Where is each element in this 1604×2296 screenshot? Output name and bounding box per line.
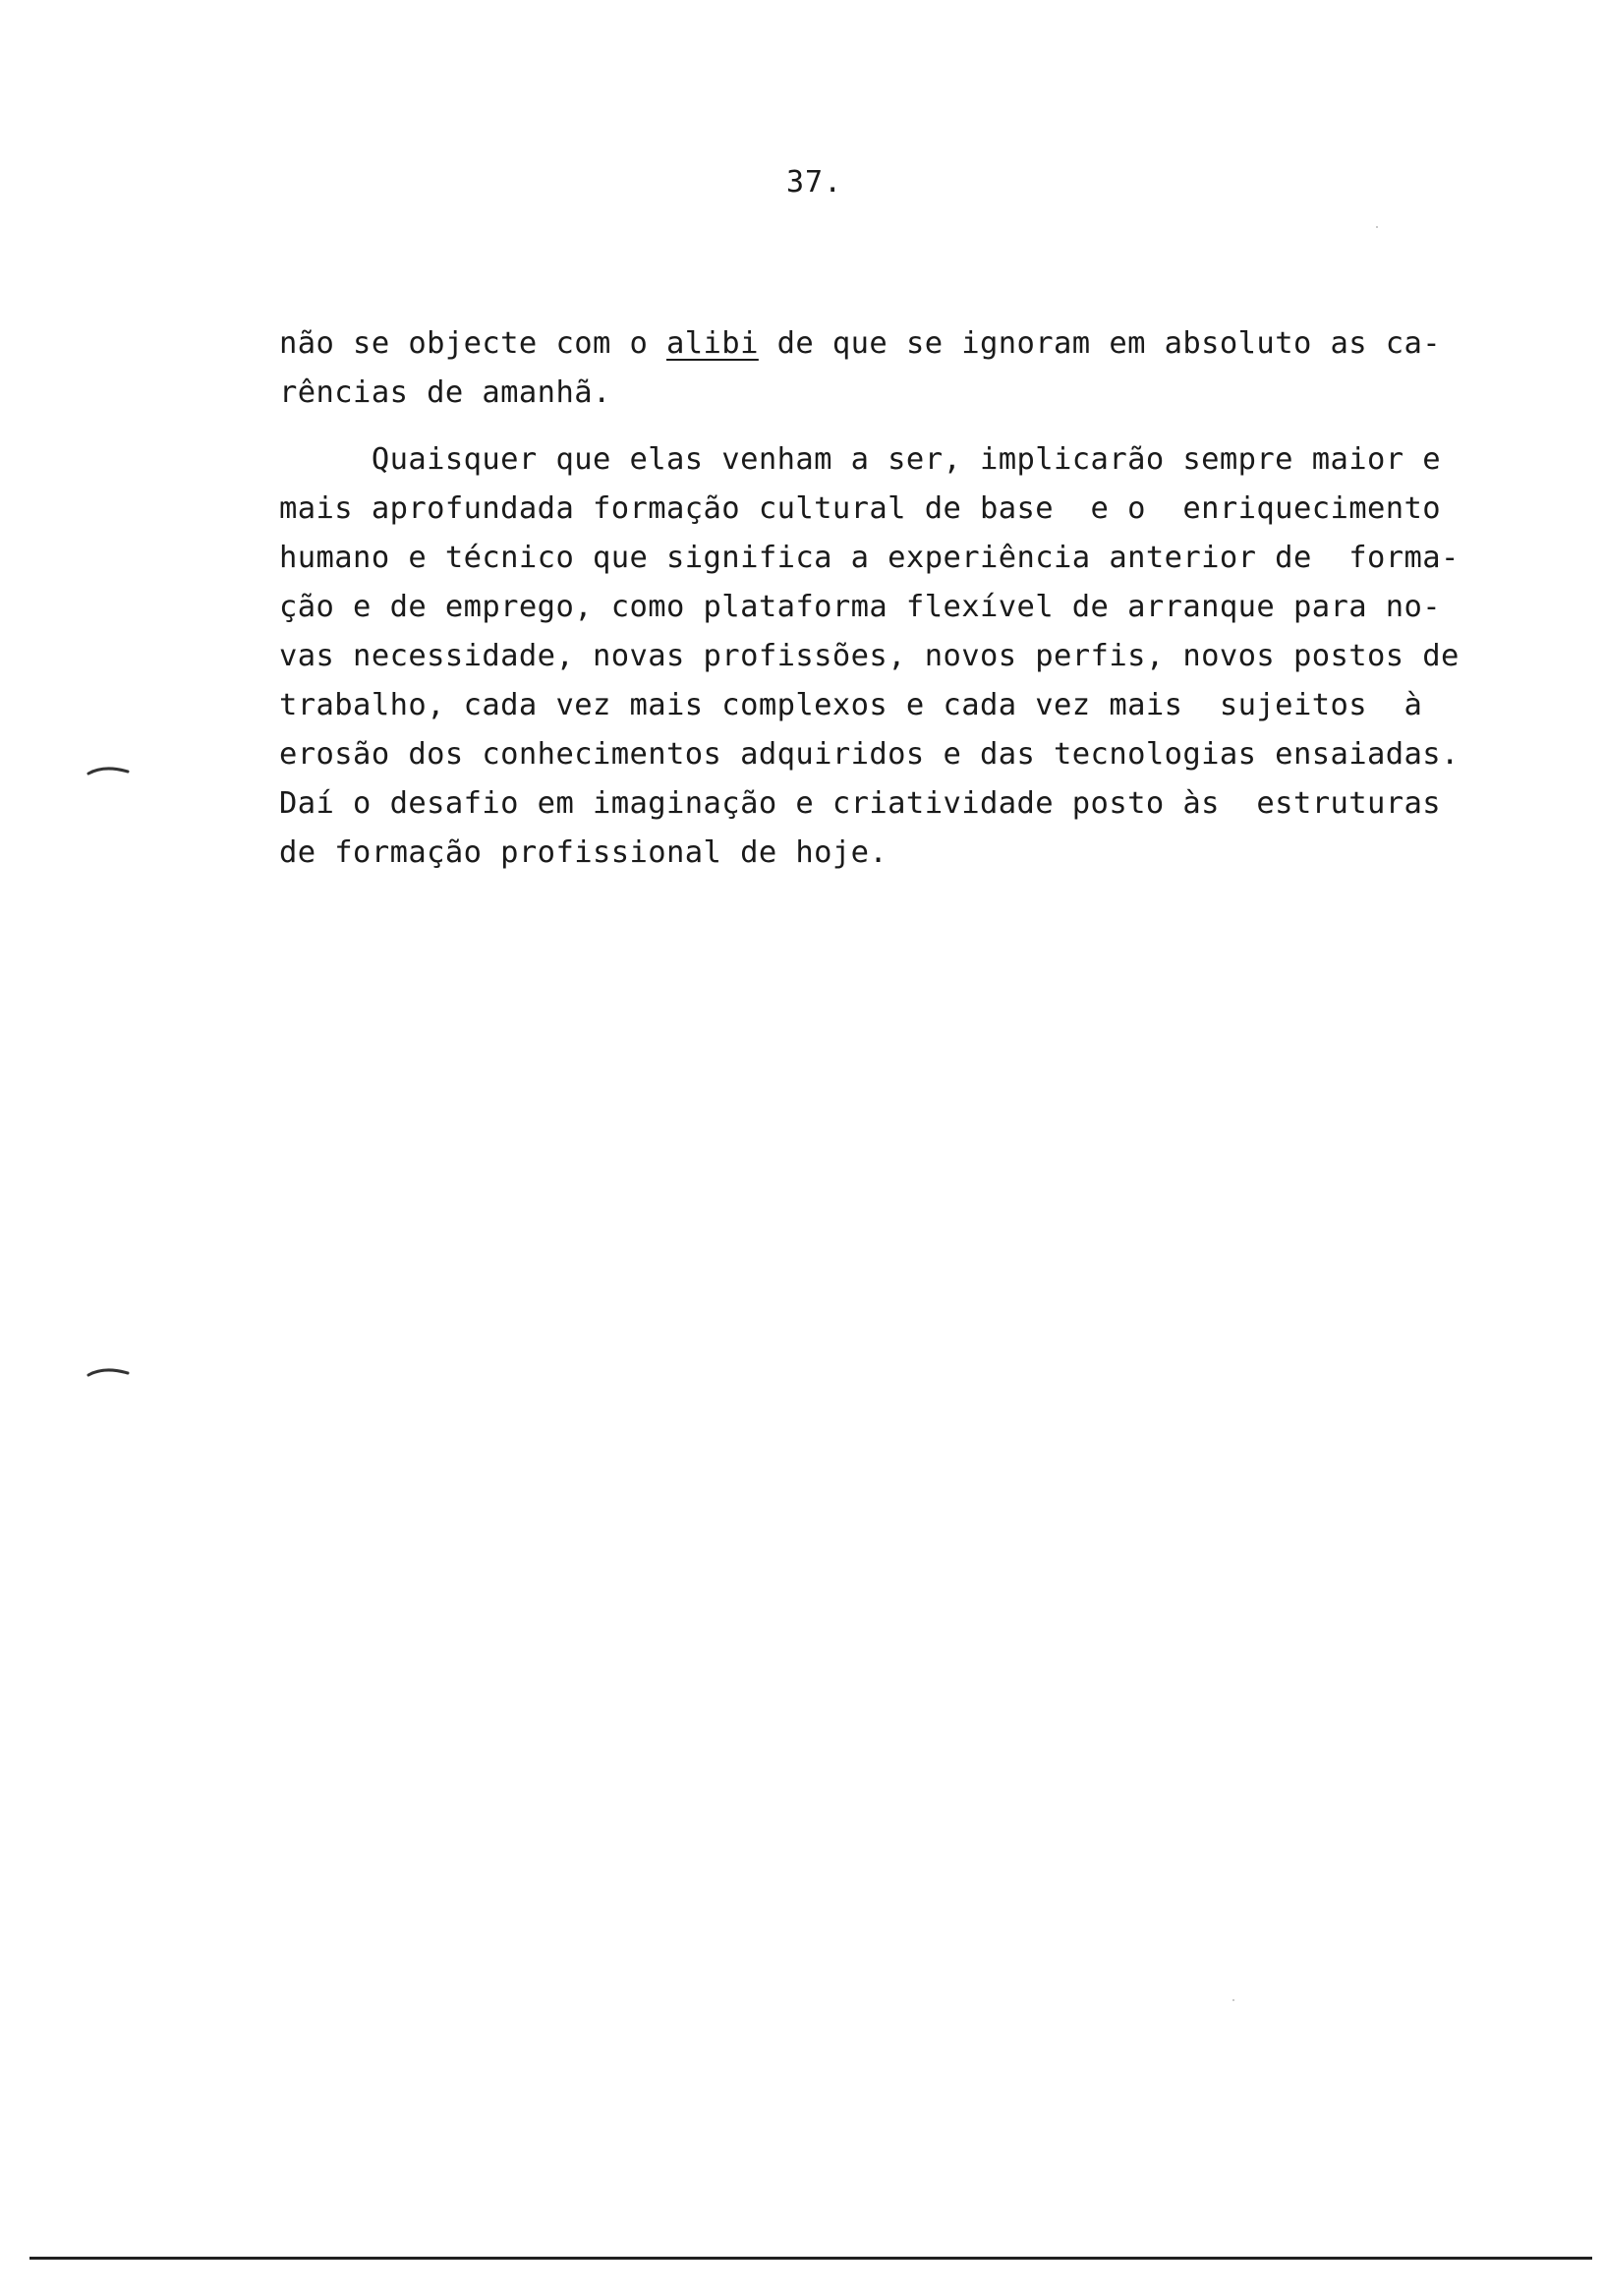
text-segment: de que se ignoram em absoluto as ca- (758, 326, 1442, 361)
text-line: mais aprofundada formação cultural de base e o enriquecimento (279, 491, 1442, 526)
underlined-word: alibi (666, 326, 759, 361)
text-line: ção e de emprego, como plataforma flexível de arranque para no- (279, 590, 1442, 624)
scan-speck (1232, 1999, 1234, 2001)
text-line (279, 324, 1508, 364)
text-line: vas necessidade, novas profissões, novos perfis, novos postos de (279, 639, 1460, 673)
bottom-rule (29, 2257, 1592, 2260)
text-line: de formação profissional de hoje. (279, 835, 888, 870)
text-line: rências de amanhã. (279, 375, 611, 410)
text-line: Daí o desafio em imaginação e criatividade posto às estruturas (279, 786, 1442, 821)
binder-hole-mark (86, 1366, 130, 1378)
text-segment: não se objecte com o (279, 326, 667, 361)
text-line: humano e técnico que significa a experiência anterior de forma- (279, 541, 1460, 575)
text-line: Quaisquer que elas venham a ser, implicarão sempre maior e (279, 442, 1442, 477)
scan-speck (1376, 226, 1378, 228)
text-line: erosão dos conhecimentos adquiridos e das tecnologias ensaiadas. (279, 737, 1460, 772)
text-line: trabalho, cada vez mais complexos e cada vez mais sujeitos à (279, 688, 1423, 722)
page-number: 37. (786, 165, 843, 200)
binder-hole-mark (86, 765, 130, 776)
